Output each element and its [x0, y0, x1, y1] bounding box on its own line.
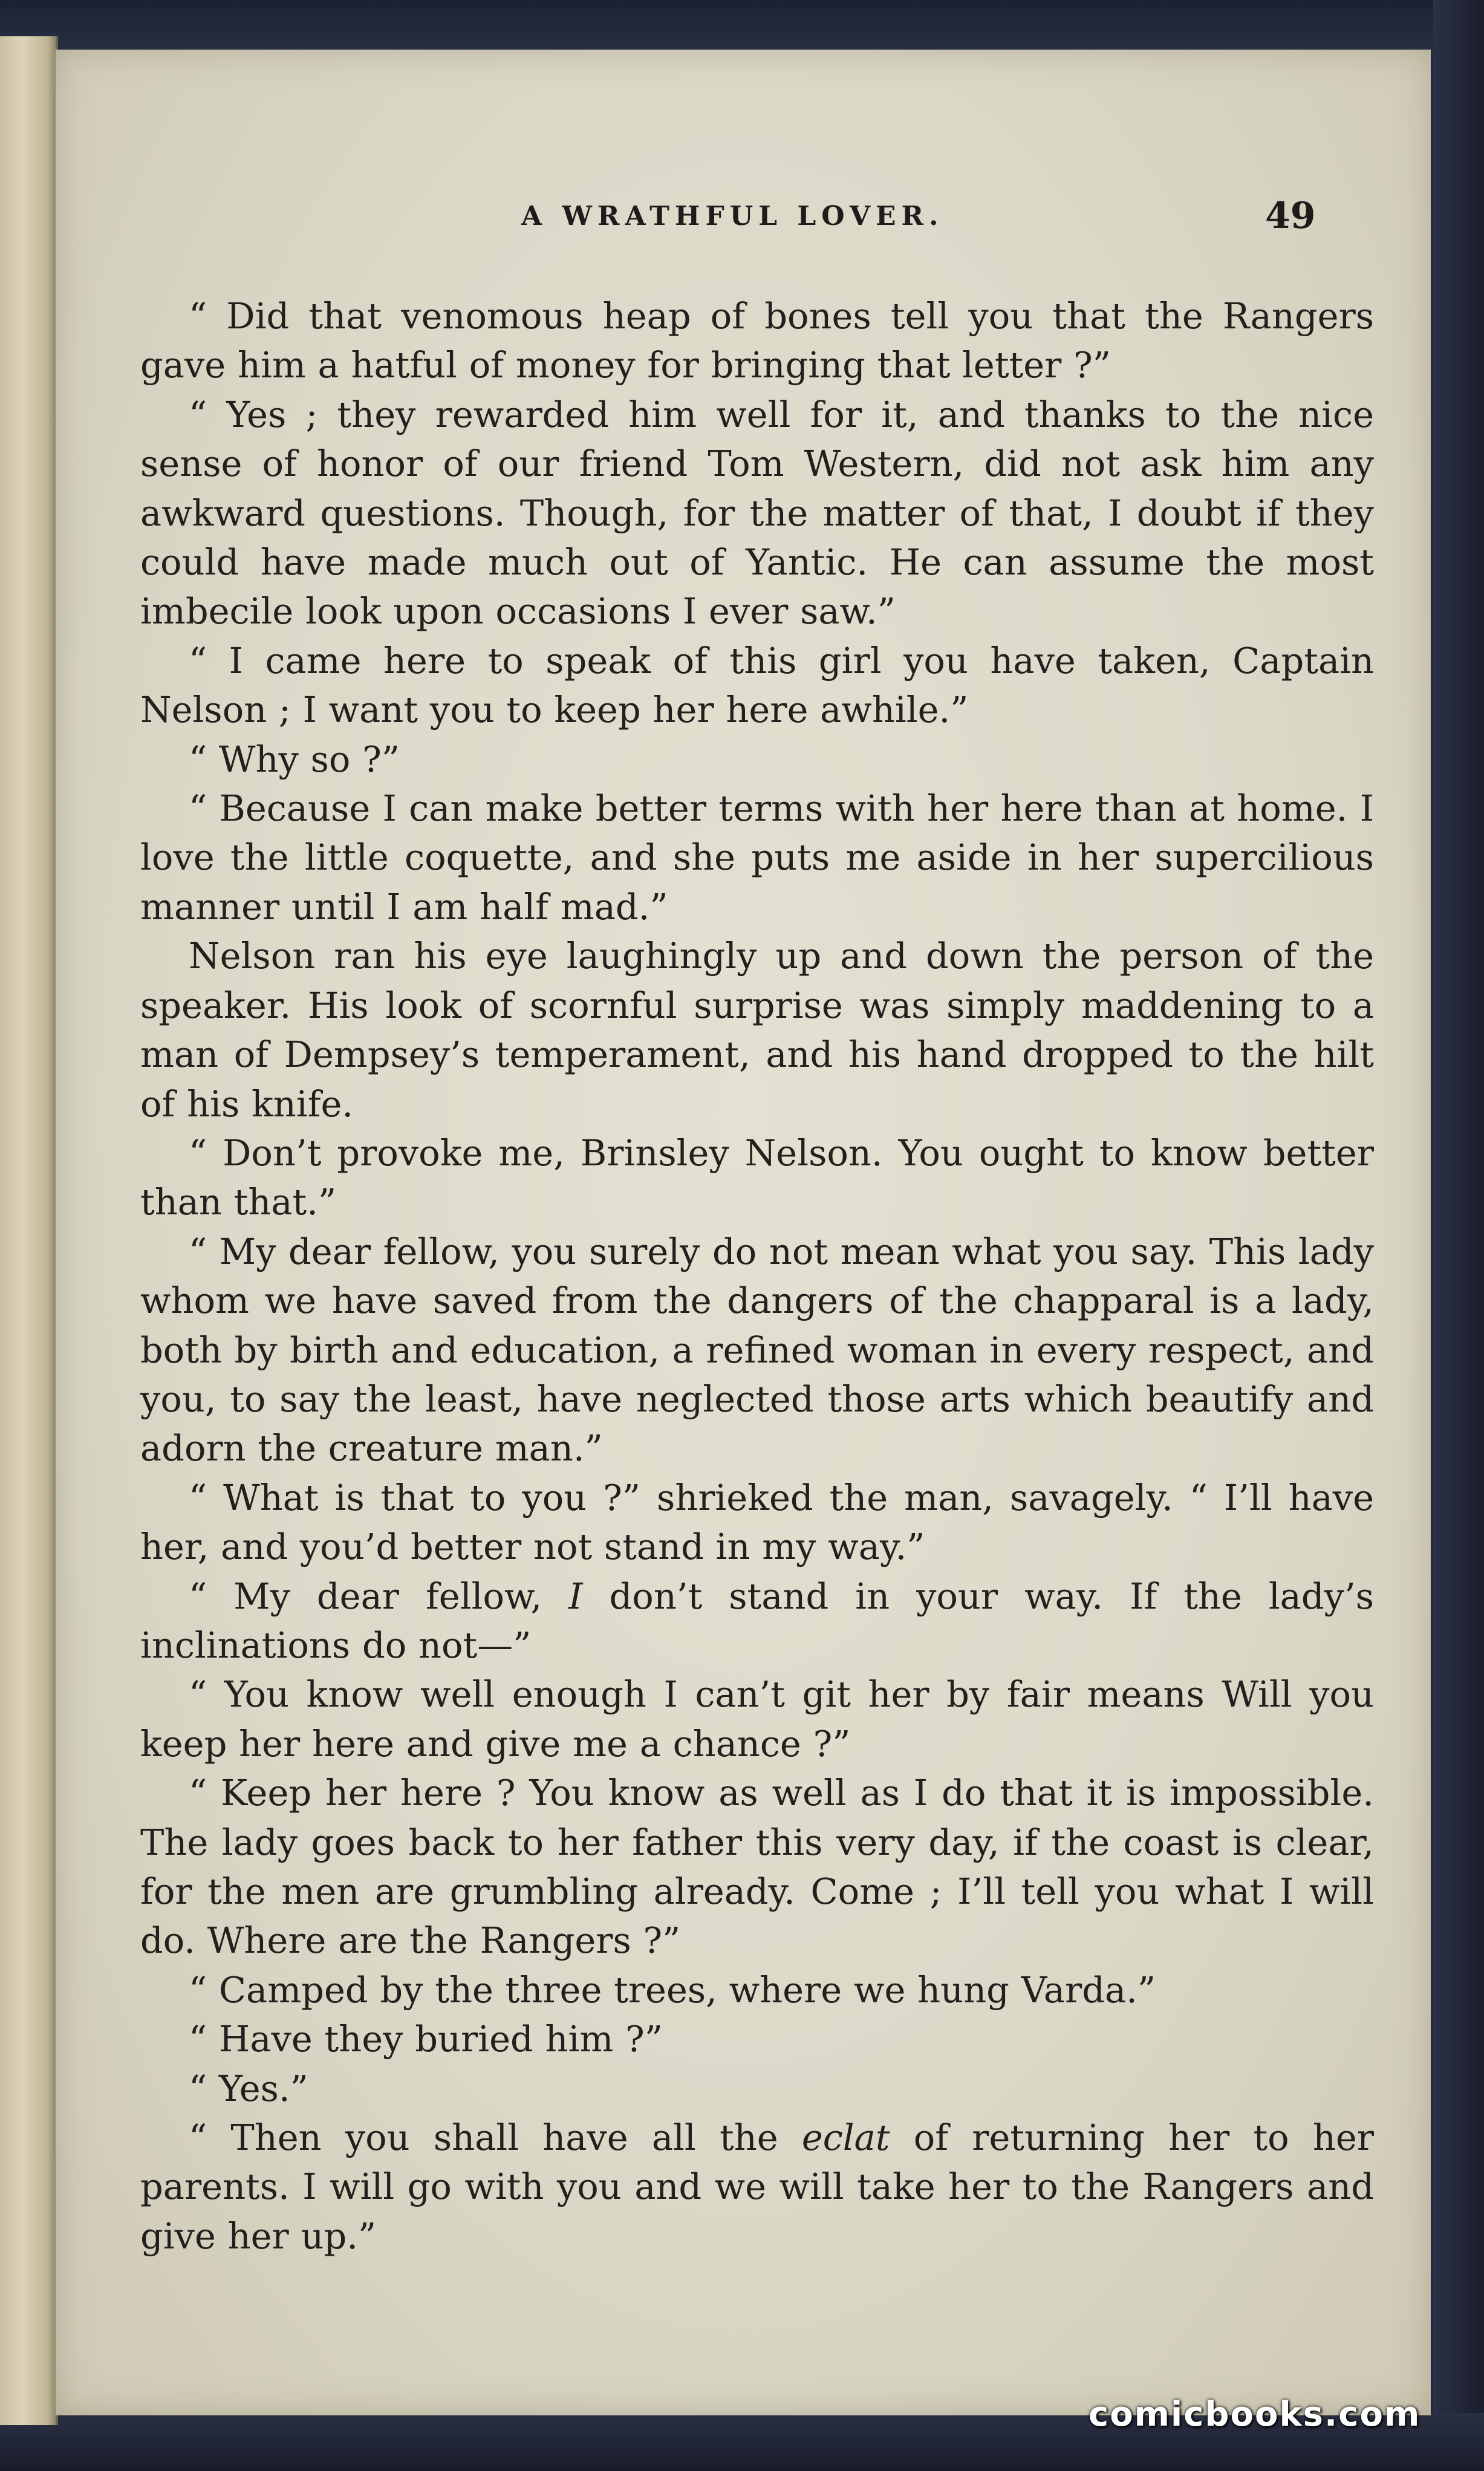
paragraph-text: of returning her to her parents. I will go with you and we will take her to the Rangers and give her up.”: [140, 2117, 1375, 2257]
page-header: [56, 195, 1431, 249]
paragraph: “ What is that to you ?” shrieked the man, savagely. “ I’ll have her, and you’d better not stand in my way.”: [140, 1476, 1374, 1568]
paragraph: “ Yes ; they rewarded him well for it, and thanks to the nice sense of honor of our friend Tom Western, did not ask him any awkward questions. Though, for the matter of that, I doubt if they could have made much out of Yantic. He can assume the most imbecile look upon occasions I ever saw.”: [140, 393, 1374, 633]
paragraph: “ Because I can make better terms with her here than at home. I love the little coquette, and she puts me aside in her supercilious manner until I am half mad.”: [140, 787, 1374, 928]
paragraph: [140, 2113, 1374, 2261]
paragraph-text: “ My dear fellow,: [189, 1575, 569, 1617]
paragraph: “ You know well enough I can’t git her by fair means Will you keep her here and give me a chance ?”: [140, 1673, 1374, 1765]
body-text: [140, 291, 1374, 2261]
paragraph: “ Don’t provoke me, Brinsley Nelson. You ought to know better than that.”: [140, 1131, 1374, 1223]
italic-word: I: [568, 1575, 583, 1617]
paragraph: “ Camped by the three trees, where we hung Varda.”: [189, 1968, 1156, 2011]
paragraph-text: don’t stand in your way. If the lady’s inclinations do not—”: [140, 1575, 1374, 1666]
book-page: [56, 50, 1431, 2415]
scan-frame-right: [1433, 0, 1484, 2471]
paragraph-text: “ Then you shall have all the: [189, 2117, 802, 2159]
paragraph: [140, 1572, 1374, 1670]
italic-word: eclat: [801, 2117, 890, 2159]
paragraph: “ Did that venomous heap of bones tell you that the Rangers gave him a hatful of money for bringing that letter ?”: [140, 295, 1374, 386]
paragraph: Nelson ran his eye laughingly up and down the person of the speaker. His look of scornful surprise was simply maddening to a man of Dempsey’s temperament, and his hand dropped to the hilt of his knife.: [140, 935, 1374, 1125]
paragraph: “ Why so ?”: [189, 738, 400, 780]
paragraph: “ Keep her here ? You know as well as I do that it is impossible. The lady goes back to her father this very day, if the coast is clear, for the men are grumbling already. Come ; I’ll tell you what I will do. Where are the Rangers ?”: [140, 1772, 1374, 1962]
paragraph: “ My dear fellow, you surely do not mean what you say. This lady whom we have saved from the dangers of the chapparal is a lady, both by birth and education, a refined woman in every respect, and you, to say the least, have neglected those arts which beautify and adorn the creature man.”: [140, 1230, 1374, 1470]
scan-frame-top: [0, 0, 1484, 54]
page-number: 49: [1265, 195, 1316, 237]
paragraph: “ I came here to speak of this girl you have taken, Captain Nelson ; I want you to keep her here awhile.”: [140, 639, 1374, 731]
book-spine: [0, 36, 58, 2425]
paragraph: “ Yes.”: [189, 2067, 308, 2109]
watermark-logo: comicbooks.com: [1089, 2395, 1421, 2434]
running-title: A WRATHFUL LOVER.: [521, 201, 944, 232]
paragraph: “ Have they buried him ?”: [189, 2018, 663, 2060]
